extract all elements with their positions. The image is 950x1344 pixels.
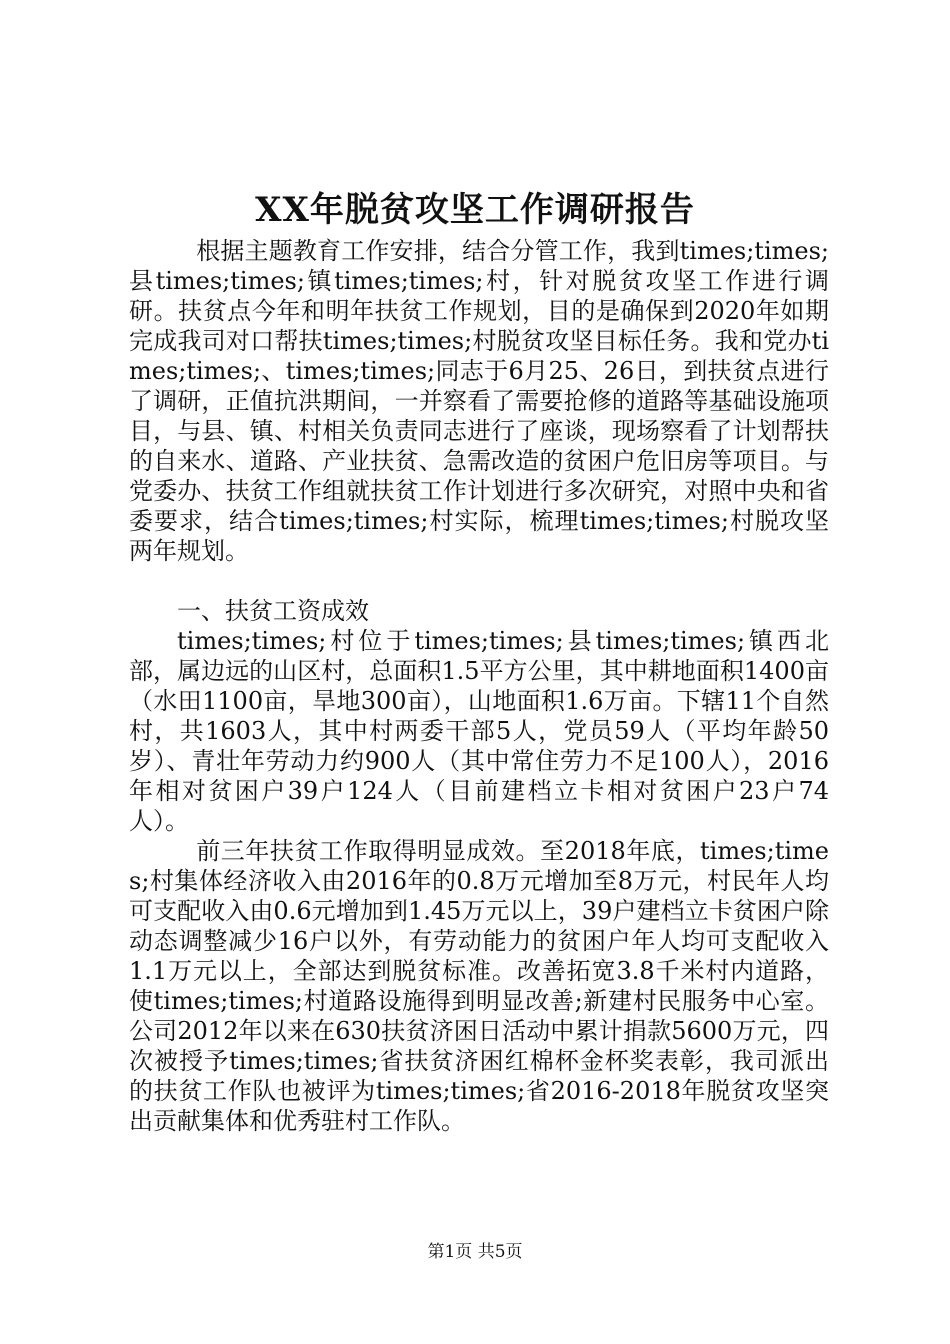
page-footer: 第1页 共5页 bbox=[427, 1242, 523, 1262]
intro-paragraph: 根据主题教育工作安排，结合分管工作，我到times;times;县times;times;镇times;times;村，针对脱贫攻坚工作进行调研。扶贫点今年和明年扶贫工作规划，目的是确保到2020年如期完成我司对口帮扶times;times;村脱贫攻坚目标任务。我和党办times;times;、times;times;同志于6月25、26日，到扶贫点进行了调研，正值抗洪期间，一并察看了需要抢修的道路等基础设施项目，与县、镇、村相关负责同志进行了座谈，现场察看了计划帮扶的自来水、道路、产业扶贫、急需改造的贫困户危旧房等项目。与党委办、扶贫工作组就扶贫工作计划进行多次研究，对照中央和省委要求，结合times;times;村实际，梳理times;times;村脱攻坚两年规划。 bbox=[129, 237, 829, 565]
document-title: XX年脱贫攻坚工作调研报告 bbox=[255, 190, 695, 230]
section-paragraph-results: 前三年扶贫工作取得明显成效。至2018年底，times;times;村集体经济收入由2016年的0.8万元增加至8万元，村民年人均可支配收入由0.6元增加到1.45万元以上，39户建档立卡贫困户除动态调整减少16户以外，有劳动能力的贫困户年人均可支配收入1.1万元以上，全部达到脱贫标准。改善拓宽3.8千米村内道路，使times;times;村道路设施得到明显改善;新建村民服务中心室。公司2012年以来在630扶贫济困日活动中累计捐款5600万元，四次被授予times;times;省扶贫济困红棉杯金杯奖表彰，我司派出的扶贫工作队也被评为times;times;省2016-2018年脱贫攻坚突出贡献集体和优秀驻村工作队。 bbox=[129, 837, 829, 1135]
document-body bbox=[129, 236, 829, 1136]
section-heading: 一、扶贫工资成效 bbox=[177, 597, 369, 625]
section-paragraph-village-profile: times;times;村位于times;times;县times;times;镇西北部，属边远的山区村，总面积1.5平方公里，其中耕地面积1400亩（水田1100亩，旱地300亩），山地面积1.6万亩。下辖11个自然村，共1603人，其中村两委干部5人，党员59人（平均年龄50岁）、青壮年劳动力约900人（其中常住劳力不足100人），2016年相对贫困户39户124人（目前建档立卡相对贫困户23户74人）。 bbox=[129, 627, 829, 835]
paragraph-spacer bbox=[129, 566, 829, 596]
